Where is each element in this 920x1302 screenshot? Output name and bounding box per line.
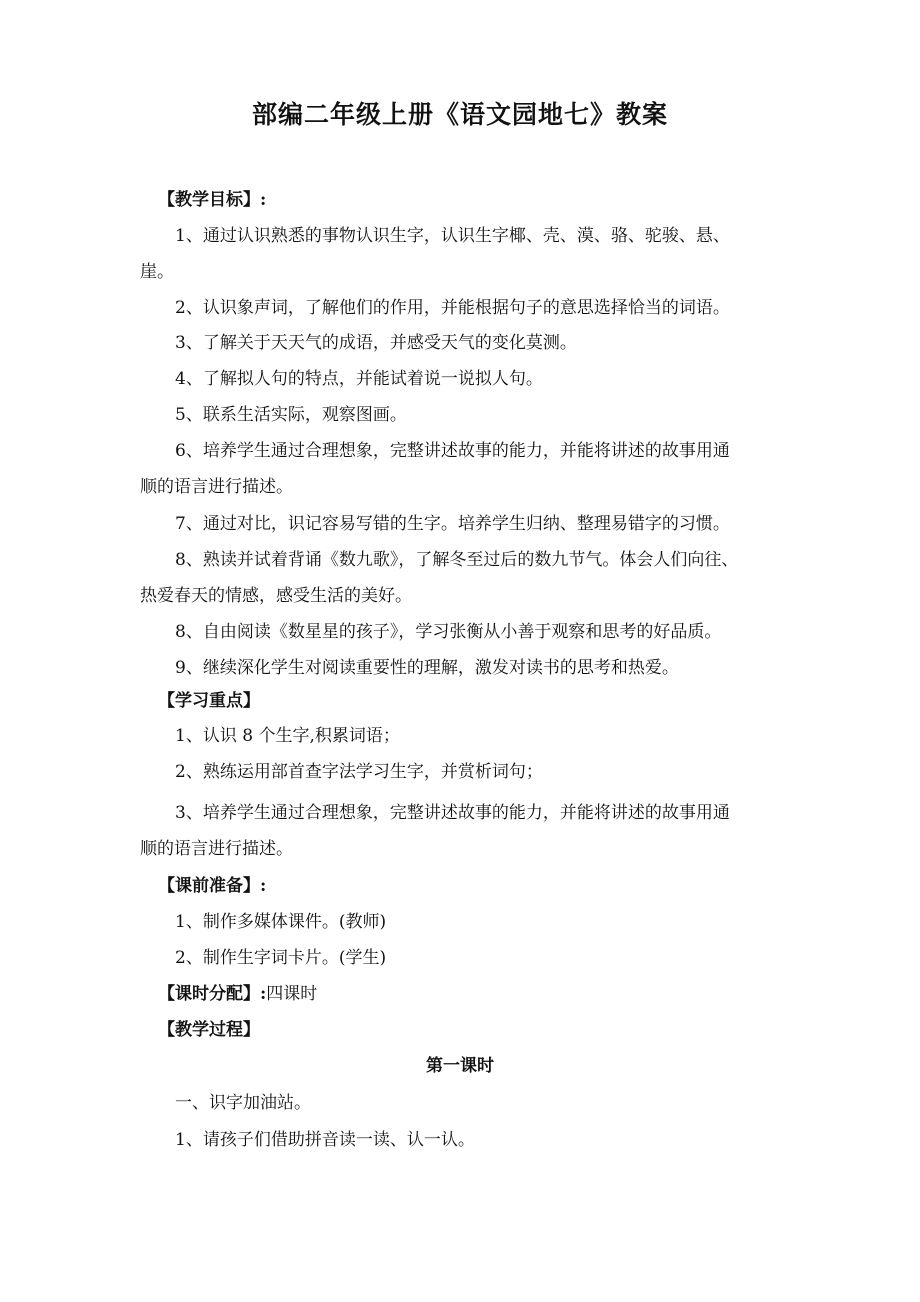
focus-line: 2、熟练运用部首查字法学习生字，并赏析词句； xyxy=(175,762,543,782)
objective-line: 6、培养学生通过合理想象，完整讲述故事的能力，并能将讲述的故事用通 xyxy=(175,441,730,461)
objective-line: 3、了解关于天天气的成语，并感受天气的变化莫测。 xyxy=(175,333,577,353)
focus-heading: 【学习重点】 xyxy=(158,691,260,711)
prep-line: 1、制作多媒体课件。(教师) xyxy=(175,912,387,932)
lesson-title: 第一课时 xyxy=(426,1056,494,1076)
prep-line: 2、制作生字词卡片。(学生) xyxy=(175,948,387,968)
objective-line: 崖。 xyxy=(140,262,174,282)
objective-line: 8、自由阅读《数星星的孩子》，学习张衡从小善于观察和思考的好品质。 xyxy=(175,622,722,642)
focus-line: 3、培养学生通过合理想象，完整讲述故事的能力，并能将讲述的故事用通 xyxy=(175,803,730,823)
focus-line: 顺的语言进行描述。 xyxy=(140,839,293,859)
lesson-line: 一、识字加油站。 xyxy=(175,1093,311,1113)
objectives-heading: 【教学目标】: xyxy=(158,190,267,210)
focus-line: 1、认识 8 个生字,积累词语； xyxy=(175,726,400,746)
objective-line: 顺的语言进行描述。 xyxy=(140,477,293,497)
objective-line: 5、联系生活实际，观察图画。 xyxy=(175,405,407,425)
hours-value: 四课时 xyxy=(266,984,318,1004)
hours-heading: 【课时分配】: xyxy=(158,984,267,1004)
objective-line: 7、通过对比，识记容易写错的生字。培养学生归纳、整理易错字的习惯。 xyxy=(175,514,730,534)
hours-row xyxy=(158,976,798,1013)
objective-line: 2、认识象声词，了解他们的作用，并能根据句子的意思选择恰当的词语。 xyxy=(175,298,730,318)
process-heading: 【教学过程】 xyxy=(158,1020,260,1040)
objective-line: 9、继续深化学生对阅读重要性的理解，激发对读书的思考和热爱。 xyxy=(175,658,679,678)
document-title: 部编二年级上册《语文园地七》教案 xyxy=(251,100,668,129)
objective-line: 8、熟读并试着背诵《数九歌》，了解冬至过后的数九节气。体会人们向往、 xyxy=(175,550,739,570)
objective-line: 热爱春天的情感，感受生活的美好。 xyxy=(140,586,412,606)
objective-line: 4、了解拟人句的特点，并能试着说一说拟人句。 xyxy=(175,369,543,389)
prep-heading: 【课前准备】: xyxy=(158,876,267,896)
lesson-line: 1、请孩子们借助拼音读一读、认一认。 xyxy=(175,1130,475,1150)
objective-line: 1、通过认识熟悉的事物认识生字，认识生字椰、壳、漠、骆、驼骏、悬、 xyxy=(175,226,730,246)
